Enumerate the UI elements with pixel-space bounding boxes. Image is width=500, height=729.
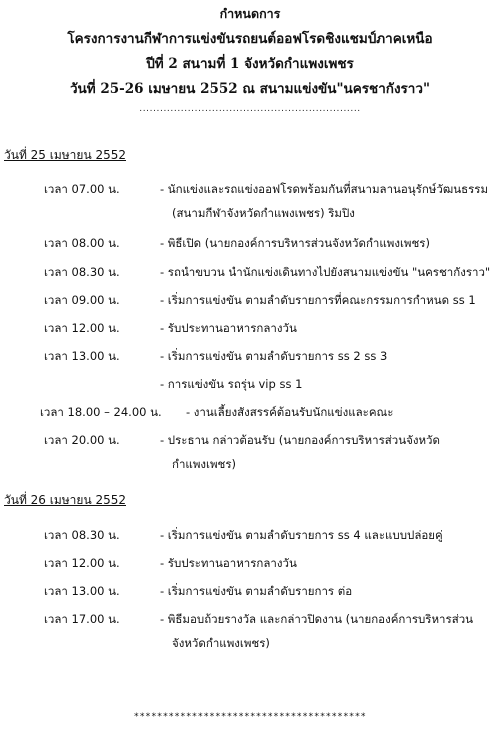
schedule-time: เวลา 18.00 – 24.00 น. (40, 405, 162, 419)
event-date-venue: วันที่ 25-26 เมษายน 2552 ณ สนามแข่งขัน"นครชากังราว" (69, 81, 431, 97)
page-title: กำหนดการ (219, 6, 281, 21)
schedule-desc: - รถนำขบวน นำนักแข่งเดินทางไปยังสนามแข่งขัน "นครชากังราว" (160, 265, 491, 279)
schedule-time: เวลา 08.00 น. (44, 236, 120, 250)
day1-heading: วันที่ 25 เมษายน 2552 (4, 148, 126, 162)
schedule-desc-continued: กำแพงเพชร) (172, 457, 237, 471)
schedule-time: เวลา 12.00 น. (44, 556, 120, 570)
schedule-desc: - รับประทานอาหารกลางวัน (160, 556, 297, 570)
schedule-desc-continued: (สนามกีฬาจังหวัดกำแพงเพชร) ริมปิง (172, 206, 355, 220)
schedule-time: เวลา 07.00 น. (44, 182, 120, 196)
schedule-desc: - พิธีมอบถ้วยรางวัล และกล่าวปิดงาน (นายกองค์การบริหารส่วน (160, 612, 474, 626)
schedule-time: เวลา 17.00 น. (44, 612, 120, 626)
schedule-desc: - เริ่มการแข่งขัน ตามลำดับรายการ ss 2 ss 3 (160, 349, 388, 363)
schedule-time: เวลา 13.00 น. (44, 584, 120, 598)
schedule-desc: - พิธีเปิด (นายกองค์การบริหารส่วนจังหวัดกำแพงเพชร) (160, 236, 430, 250)
schedule-desc: - เริ่มการแข่งขัน ตามลำดับรายการ ss 4 และแบบปล่อยคู่ (160, 528, 443, 542)
day2-heading: วันที่ 26 เมษายน 2552 (4, 493, 126, 507)
schedule-desc: - ประธาน กล่าวต้อนรับ (นายกองค์การบริหารส่วนจังหวัด (160, 433, 440, 447)
project-title: โครงการงานกีฬาการแข่งขันรถยนต์ออฟโรดชิงแชมป์ภาคเหนือ (67, 31, 433, 47)
schedule-desc-continued: จังหวัดกำแพงเพชร) (172, 636, 270, 650)
schedule-time: เวลา 08.30 น. (44, 265, 120, 279)
schedule-time: เวลา 12.00 น. (44, 321, 120, 335)
schedule-time: เวลา 09.00 น. (44, 293, 120, 307)
footer-stars: **************************************** (133, 712, 367, 722)
schedule-desc: - เริ่มการแข่งขัน ตามลำดับรายการ ต่อ (160, 584, 353, 598)
schedule-desc: - รับประทานอาหารกลางวัน (160, 321, 297, 335)
schedule-desc: - เริ่มการแข่งขัน ตามลำดับรายการที่คณะกรรมการกำหนด ss 1 (160, 293, 476, 307)
schedule-time: เวลา 13.00 น. (44, 349, 120, 363)
header-separator: ................................................................ (139, 104, 361, 114)
schedule-desc: - งานเลี้ยงสังสรรค์ต้อนรับนักแข่งและคณะ (186, 405, 394, 419)
schedule-desc: - การแข่งขัน รถรุ่น vip ss 1 (160, 377, 303, 391)
schedule-desc: - นักแข่งและรถแข่งออฟโรดพร้อมกันที่สนามลานอนุรักษ์วัฒนธรรม (160, 182, 489, 196)
schedule-time: เวลา 20.00 น. (44, 433, 120, 447)
schedule-time: เวลา 08.30 น. (44, 528, 120, 542)
event-subtitle: ปีที่ 2 สนามที่ 1 จังหวัดกำแพงเพชร (146, 56, 354, 72)
